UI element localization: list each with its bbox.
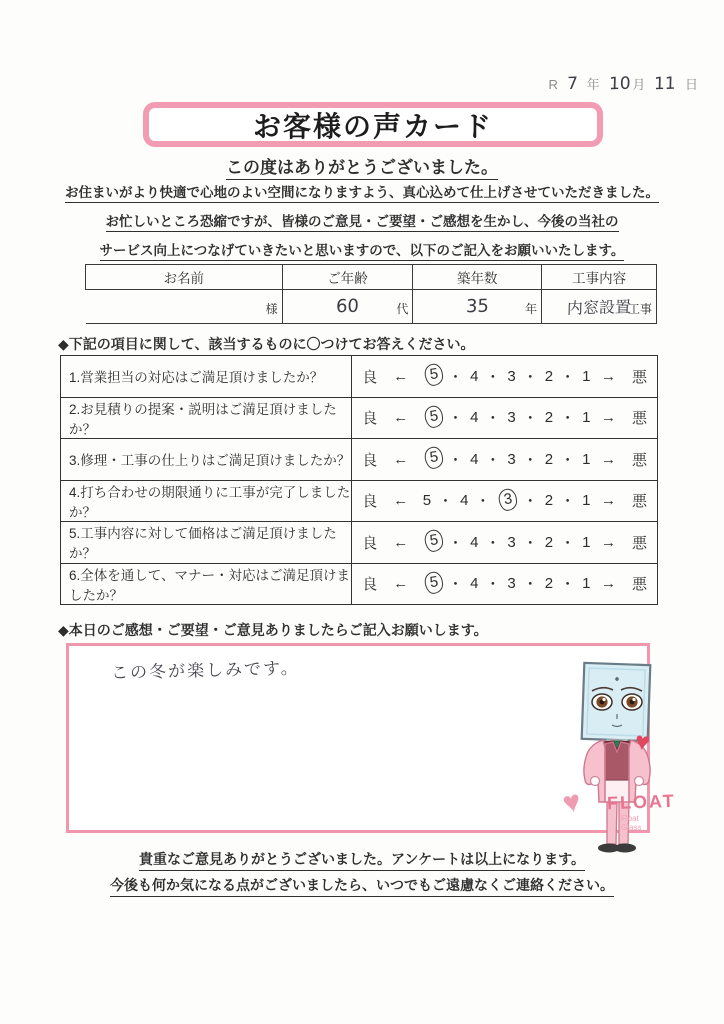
intro-line-3: サービス向上につなげていきたいと思いますので、以下のご記入をお願いいたします。 xyxy=(100,239,625,261)
left-arrow: ← xyxy=(393,533,409,551)
comments-box xyxy=(66,643,676,833)
separator-dot: ・ xyxy=(475,493,491,511)
work-type-suffix: 工事 xyxy=(627,302,652,316)
left-arrow: ← xyxy=(393,409,409,427)
date-era-label: R xyxy=(548,77,558,92)
separator-dot: ・ xyxy=(560,368,576,386)
date-line xyxy=(548,74,698,94)
built-years-field xyxy=(413,290,542,324)
rating-number: 1 xyxy=(582,492,591,510)
name-field xyxy=(86,290,283,324)
good-label: 良 xyxy=(362,493,378,511)
survey-row xyxy=(61,522,658,564)
good-label: 良 xyxy=(362,534,378,552)
rating-number: 2 xyxy=(544,533,554,551)
rating-scale xyxy=(362,531,647,553)
survey-heading: ◆下記の項目に関して、該当するものに〇つけてお答えください。 xyxy=(58,336,475,352)
thanks-line: この度はありがとうございました。 xyxy=(0,153,724,180)
survey-row xyxy=(61,480,658,522)
separator-dot: ・ xyxy=(522,368,538,386)
survey-table xyxy=(60,355,658,605)
separator-dot: ・ xyxy=(485,410,501,428)
rating-number: 4 xyxy=(460,492,469,510)
separator-dot: ・ xyxy=(485,576,501,594)
separator-dot: ・ xyxy=(522,451,538,469)
separator-dot: ・ xyxy=(485,451,501,469)
rating-scale xyxy=(362,573,647,595)
right-arrow: → xyxy=(600,367,616,385)
separator-dot: ・ xyxy=(448,451,464,469)
customer-info-table xyxy=(85,264,657,324)
rating-number: 4 xyxy=(470,367,479,385)
separator-dot: ・ xyxy=(448,368,464,386)
separator-dot: ・ xyxy=(522,576,538,594)
page-title: お客様の声カード xyxy=(252,110,493,142)
right-arrow: → xyxy=(600,575,616,593)
footer-line-2: 今後も何か気になる点がございましたら、いつでもご遠慮なくご連絡ください。 xyxy=(0,875,724,897)
bad-label: 悪 xyxy=(631,368,647,386)
bad-label: 悪 xyxy=(631,451,647,469)
rating-number-circled: 5 xyxy=(423,529,444,553)
rating-scale xyxy=(362,448,647,470)
rating-number: 3 xyxy=(507,450,516,468)
rating-number: 3 xyxy=(507,575,516,593)
date-year-label: 年 xyxy=(586,77,600,92)
heart-icon: ♥ xyxy=(559,784,584,821)
question-label: 4.打ち合わせの期限通りに工事が完了しましたか？ xyxy=(61,480,352,522)
work-type-field xyxy=(542,290,657,324)
rating-number-circled: 5 xyxy=(423,363,444,387)
rating-number: 3 xyxy=(507,409,516,427)
date-year-value: 7 xyxy=(566,73,578,95)
rating-scale xyxy=(362,407,647,429)
footer-line-1: 貴重なご意見ありがとうございました。アンケートは以上になります。 xyxy=(0,849,724,871)
question-label: 1.営業担当の対応はご満足頂けましたか？ xyxy=(61,356,352,398)
right-arrow: → xyxy=(600,450,616,468)
right-arrow: → xyxy=(600,533,616,551)
rating-number: 4 xyxy=(470,575,479,593)
separator-dot: ・ xyxy=(522,534,538,552)
date-month-label: 月 xyxy=(632,77,646,92)
built-years-suffix: 年 xyxy=(525,302,538,316)
separator-dot: ・ xyxy=(448,410,464,428)
rating-cell xyxy=(352,563,658,605)
rating-cell xyxy=(352,522,658,564)
left-arrow: ← xyxy=(393,575,409,593)
good-label: 良 xyxy=(362,576,378,594)
survey-row xyxy=(61,563,658,605)
bad-label: 悪 xyxy=(631,493,647,511)
rating-number-circled: 5 xyxy=(423,404,444,428)
title-banner xyxy=(143,102,603,147)
rating-number: 1 xyxy=(582,450,591,468)
age-suffix: 代 xyxy=(396,302,409,316)
rating-number: 2 xyxy=(544,492,554,510)
left-arrow: ← xyxy=(393,367,409,385)
separator-dot: ・ xyxy=(560,534,576,552)
good-label: 良 xyxy=(362,451,378,469)
question-label: 5.工事内容に対して価格はご満足頂けましたか？ xyxy=(61,522,352,564)
question-label: 6.全体を通して、マナー・対応はご満足頂けましたか？ xyxy=(61,563,352,605)
info-value-row xyxy=(86,290,657,324)
rating-number: 4 xyxy=(470,409,479,427)
date-month-value: 10 xyxy=(608,73,631,95)
rating-number: 3 xyxy=(507,533,516,551)
survey-row xyxy=(61,397,658,439)
age-value: 60 xyxy=(335,295,360,318)
question-label: 3.修理・工事の仕上りはご満足頂けましたか？ xyxy=(61,439,352,481)
rating-number: 2 xyxy=(544,450,554,468)
bad-label: 悪 xyxy=(631,410,647,428)
header-name: お名前 xyxy=(86,265,283,290)
bad-label: 悪 xyxy=(631,534,647,552)
separator-dot: ・ xyxy=(448,534,464,552)
rating-number: 5 xyxy=(422,492,432,510)
left-arrow: ← xyxy=(393,492,409,510)
rating-number: 4 xyxy=(470,450,479,468)
rating-cell xyxy=(352,439,658,481)
rating-number: 3 xyxy=(507,367,516,385)
rating-number: 1 xyxy=(582,575,591,593)
rating-number-circled: 3 xyxy=(498,487,519,511)
name-suffix: 様 xyxy=(265,302,278,316)
intro-paragraph xyxy=(0,181,724,268)
rating-cell xyxy=(352,397,658,439)
rating-cell xyxy=(352,480,658,522)
separator-dot: ・ xyxy=(522,410,538,428)
survey-row xyxy=(61,356,658,398)
separator-dot: ・ xyxy=(485,368,501,386)
separator-dot: ・ xyxy=(560,410,576,428)
intro-line-2: お忙しいところ恐縮ですが、皆様のご意見・ご要望・ご感想を生かし、今後の当社の xyxy=(106,210,619,232)
date-day-value: 11 xyxy=(654,73,677,95)
rating-number: 1 xyxy=(582,409,591,427)
question-label: 2.お見積りの提案・説明はご満足頂けましたか？ xyxy=(61,397,352,439)
good-label: 良 xyxy=(362,410,378,428)
header-age: ご年齢 xyxy=(282,265,413,290)
rating-cell xyxy=(352,356,658,398)
rating-number: 2 xyxy=(544,409,554,427)
separator-dot: ・ xyxy=(448,576,464,594)
separator-dot: ・ xyxy=(485,534,501,552)
heart-icon: ♥ xyxy=(633,727,652,757)
survey-rows xyxy=(61,356,658,605)
rating-number: 4 xyxy=(470,533,479,551)
mascot-brand-text: FLOAT xyxy=(606,790,676,814)
comments-heading: ◆本日のご感想・ご要望・ご意見ありましたらご記入お願いします。 xyxy=(58,622,488,638)
rating-number: 2 xyxy=(544,575,554,593)
rating-number-circled: 5 xyxy=(423,446,444,470)
rating-number-circled: 5 xyxy=(423,570,444,594)
header-built-years: 築年数 xyxy=(413,265,542,290)
bad-label: 悪 xyxy=(631,576,647,594)
right-arrow: → xyxy=(600,492,616,510)
good-label: 良 xyxy=(362,368,378,386)
info-header-row xyxy=(86,265,657,290)
age-field xyxy=(282,290,413,324)
mascot-brand-subtext: Float Glass xyxy=(621,814,642,832)
date-day-label: 日 xyxy=(684,77,698,92)
rating-scale xyxy=(362,365,647,387)
separator-dot: ・ xyxy=(438,493,454,511)
built-years-value: 35 xyxy=(465,295,490,318)
rating-number: 1 xyxy=(582,533,591,551)
separator-dot: ・ xyxy=(560,493,576,511)
handwritten-comment: この冬が楽しみです。 xyxy=(110,658,300,684)
separator-dot: ・ xyxy=(522,493,538,511)
header-work-type: 工事内容 xyxy=(542,265,657,290)
right-arrow: → xyxy=(600,409,616,427)
rating-scale xyxy=(362,490,647,512)
left-arrow: ← xyxy=(393,450,409,468)
intro-line-1: お住まいがより快適で心地のよい空間になりますよう、真心込めて仕上げさせていただきました。 xyxy=(65,181,659,203)
rating-number: 1 xyxy=(582,367,591,385)
survey-row xyxy=(61,439,658,481)
work-type-value: 内窓設置 xyxy=(566,297,632,318)
separator-dot: ・ xyxy=(560,576,576,594)
rating-number: 2 xyxy=(544,367,554,385)
separator-dot: ・ xyxy=(560,451,576,469)
